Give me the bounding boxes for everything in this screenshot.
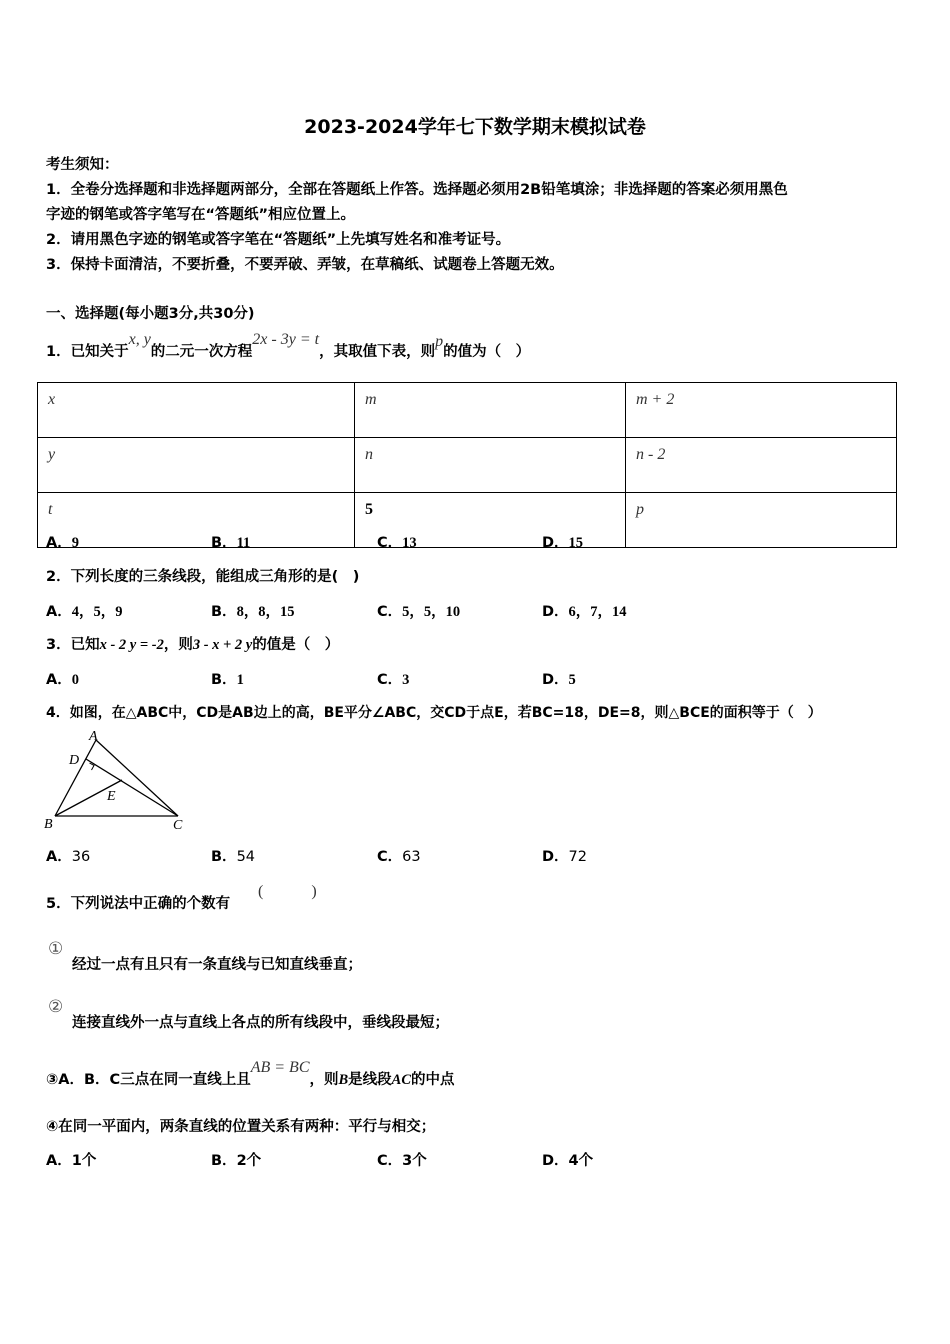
- q5-paren: ( ): [258, 883, 317, 900]
- statement-1-marker: ①: [48, 939, 64, 959]
- q5-option-b[interactable]: B．2个: [211, 1153, 262, 1169]
- q2-option-b[interactable]: B．8，8，15: [211, 604, 295, 620]
- page-title: 2023-2024学年七下数学期末模拟试卷: [304, 116, 646, 138]
- q4-option-c[interactable]: C．63: [377, 849, 421, 865]
- q3-option-d[interactable]: D．5: [542, 672, 576, 688]
- label-c: C: [173, 818, 183, 833]
- question-4-text: 4．如图，在△ABC中，CD是AB边上的高，BE平分∠ABC，交CD于点E，若BC=18，DE=8，则△BCE的面积等于（ ）: [46, 705, 822, 721]
- q4-option-a[interactable]: A．36: [46, 849, 91, 865]
- question-2-text: 2．下列长度的三条线段，能组成三角形的是( ): [46, 569, 360, 585]
- table-cell: 5: [355, 493, 626, 548]
- q3-expression: 3 - x + 2 y: [192, 637, 253, 653]
- table-cell: p: [626, 493, 897, 548]
- triangle-figure: [40, 728, 190, 836]
- question-1-text: 1．已知关于x, y的二元一次方程2x - 3y = t，其取值下表，则p的值为（ ）: [46, 331, 531, 360]
- q1-option-a[interactable]: A．9: [46, 535, 79, 551]
- q2-option-d[interactable]: D．6，7，14: [542, 604, 627, 620]
- label-e: E: [107, 789, 116, 804]
- q4-option-d[interactable]: D．72: [542, 849, 587, 865]
- q4-option-b[interactable]: B．54: [211, 849, 256, 865]
- question-5-text: 5．下列说法中正确的个数有: [46, 896, 231, 912]
- q1-equation: 2x - 3y = t: [252, 331, 320, 348]
- notice-item-2: 2．请用黑色字迹的钢笔或答字笔在“答题纸”上先填写姓名和准考证号。: [46, 232, 511, 248]
- q1-value-table: [37, 382, 897, 548]
- q3-option-c[interactable]: C．3: [377, 672, 410, 688]
- table-cell: x: [38, 383, 355, 438]
- q5-option-a[interactable]: A．1个: [46, 1153, 97, 1169]
- section-heading: 一、选择题(每小题3分,共30分): [46, 306, 255, 322]
- altitude-cd: [86, 759, 178, 816]
- q1-p: p: [435, 333, 444, 350]
- table-row: [38, 383, 897, 438]
- label-d: D: [69, 753, 80, 768]
- statement-4: ④在同一平面内，两条直线的位置关系有两种：平行与相交；: [46, 1119, 436, 1135]
- table-cell: y: [38, 438, 355, 493]
- table-row: [38, 493, 897, 548]
- q3-option-a[interactable]: A．0: [46, 672, 79, 688]
- notice-item-1-cont: 字迹的钢笔或答字笔写在“答题纸”相应位置上。: [46, 207, 356, 223]
- table-cell: m: [355, 383, 626, 438]
- q2-option-c[interactable]: C．5，5，10: [377, 604, 461, 620]
- label-b: B: [44, 817, 53, 832]
- notice-heading: 考生须知：: [46, 157, 119, 173]
- statement-1: 经过一点有且只有一条直线与已知直线垂直；: [72, 957, 362, 973]
- notice-item-3: 3．保持卡面清洁，不要折叠，不要弄破、弄皱，在草稿纸、试题卷上答题无效。: [46, 257, 564, 273]
- notice-item-1: 1．全卷分选择题和非选择题两部分，全部在答题纸上作答。选择题必须用2B铅笔填涂；非选择题的答案必须用黑色: [46, 182, 788, 198]
- q5-option-d[interactable]: D．4个: [542, 1153, 594, 1169]
- table-row: [38, 438, 897, 493]
- s3-equation: AB = BC: [250, 1059, 310, 1076]
- table-cell: m + 2: [626, 383, 897, 438]
- question-3-text: 3．已知x - 2 y = -2，则3 - x + 2 y的值是（ ）: [46, 637, 340, 653]
- q2-option-a[interactable]: A．4，5，9: [46, 604, 123, 620]
- q3-option-b[interactable]: B．1: [211, 672, 244, 688]
- label-a: A: [89, 729, 98, 744]
- table-cell: t: [38, 493, 355, 548]
- side-ac: [96, 740, 178, 816]
- q1-option-d[interactable]: D．15: [542, 535, 584, 551]
- statement-3: ③A．B．C三点在同一直线上且AB = BC，则B是线段AC的中点: [46, 1059, 455, 1088]
- q5-option-c[interactable]: C．3个: [377, 1153, 427, 1169]
- q1-option-c[interactable]: C．13: [377, 535, 417, 551]
- q3-condition: x - 2 y = -2: [99, 637, 164, 653]
- statement-2-marker: ②: [48, 997, 64, 1017]
- q1-vars: x, y: [128, 331, 151, 348]
- table-cell: n - 2: [626, 438, 897, 493]
- q1-option-b[interactable]: B．11: [211, 535, 251, 551]
- statement-2: 连接直线外一点与直线上各点的所有线段中，垂线段最短；: [72, 1015, 449, 1031]
- table-cell: n: [355, 438, 626, 493]
